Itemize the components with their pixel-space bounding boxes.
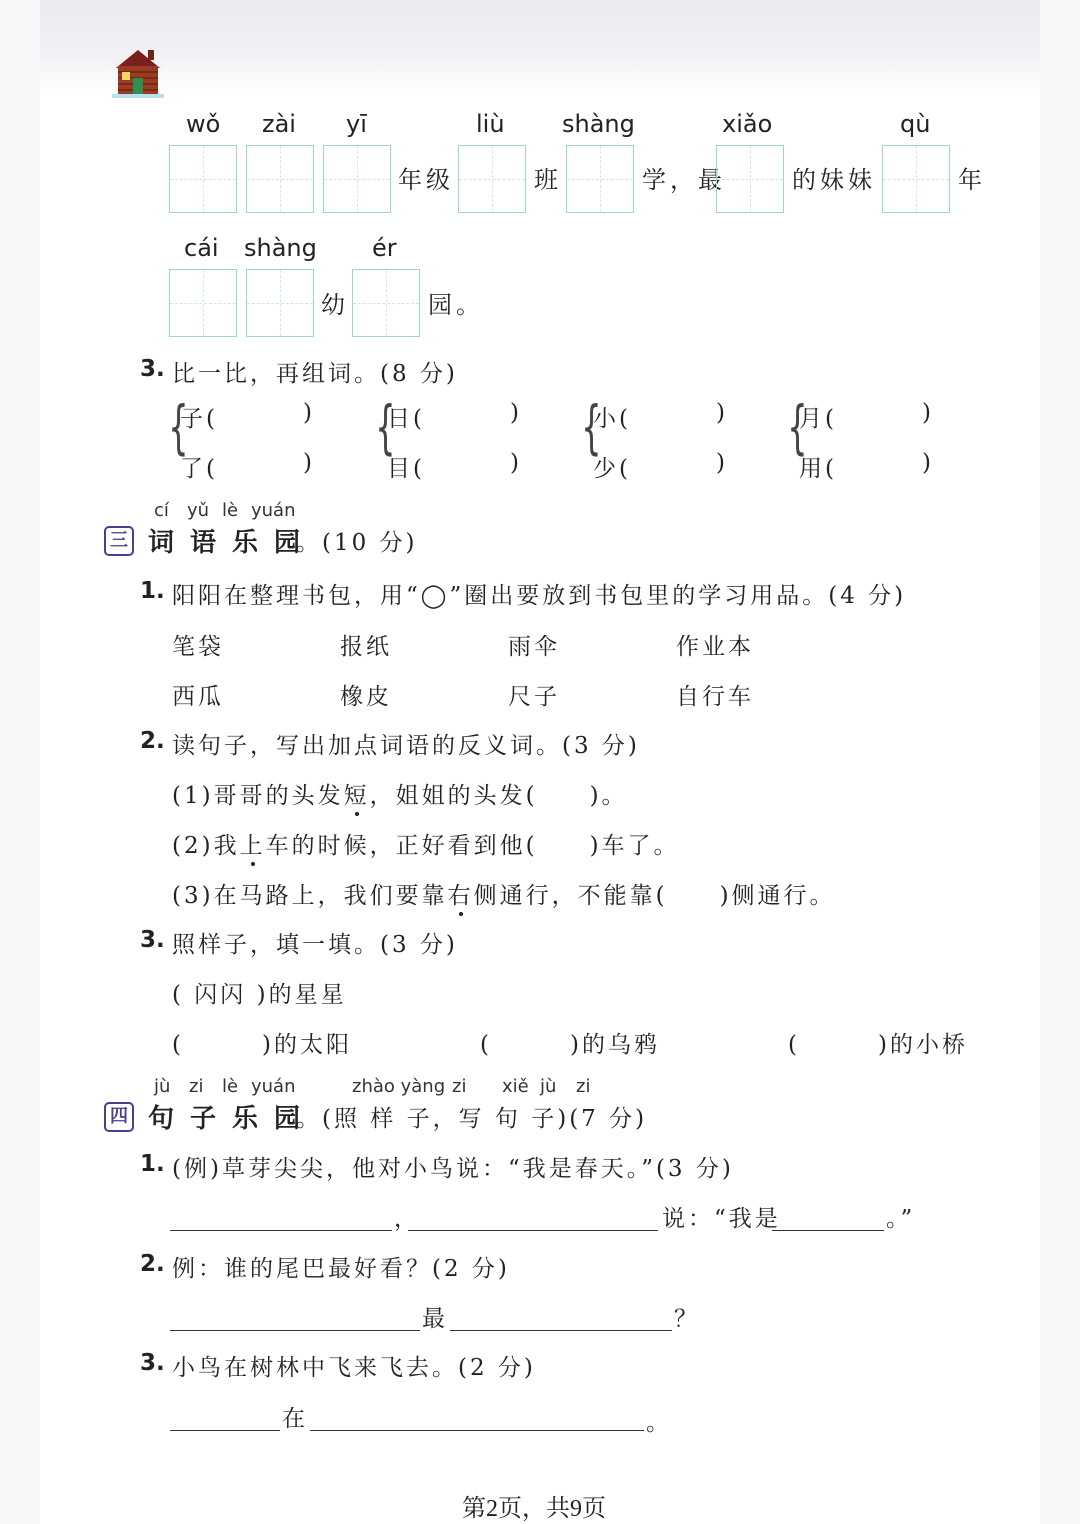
sec4-pinyin-zi2: zi [452, 1076, 467, 1097]
char-box[interactable] [246, 145, 314, 213]
sec3-pinyin-yu: yǔ [187, 500, 210, 521]
sec3-pinyin-ci: cí [154, 500, 169, 521]
paren-close: ) [303, 450, 315, 476]
brace: { [787, 393, 808, 461]
paren-close: ) [510, 400, 522, 426]
item-umbrella[interactable]: 雨伞 [508, 634, 560, 660]
char-box[interactable] [246, 269, 314, 337]
pair4-top: 月( [799, 406, 837, 432]
char-box[interactable] [169, 145, 237, 213]
paren-close: ) [716, 450, 728, 476]
section4-score: 。(照 样 子，写 句 子)(7 分) [296, 1106, 648, 1132]
s3q2-sentence2: (2)我上车的时候，正好看到他( )车了。 [172, 827, 680, 860]
blank-crow[interactable]: ( )的乌鸦 [480, 1032, 660, 1058]
item-bicycle[interactable]: 自行车 [676, 684, 754, 710]
s3q1-number: 1. [140, 578, 165, 604]
q3-number: 3. [140, 356, 165, 382]
s4q2-number: 2. [140, 1251, 165, 1277]
pinyin-shang: shàng [562, 110, 635, 138]
s4q3-text: 小鸟在树林中飞来飞去。(2 分) [172, 1355, 536, 1381]
s4q3-mid: 在 [282, 1406, 308, 1432]
pair1-bottom: 了( [180, 456, 218, 482]
text-yuan: 园。 [428, 291, 484, 319]
pinyin-xiao: xiǎo [722, 110, 773, 138]
brace: { [581, 393, 602, 461]
pinyin-er: ér [372, 234, 397, 262]
section4-title: 句子乐园 [148, 1104, 317, 1134]
sec4-pinyin-ju: jù [154, 1076, 171, 1097]
blank-sun[interactable]: ( )的太阳 [172, 1032, 352, 1058]
s4q1-say: 说：“我是 [662, 1206, 781, 1232]
pinyin-yi: yī [346, 110, 367, 138]
s4q1-end: 。” [886, 1206, 916, 1232]
pair1-top: 子( [180, 406, 218, 432]
sec4-pinyin-zi3: zi [576, 1076, 591, 1097]
s3q2-text: 读句子，写出加点词语的反义词。(3 分) [172, 733, 640, 759]
char-box[interactable] [716, 145, 784, 213]
sec4-pinyin-ju2: jù [540, 1076, 557, 1097]
answer-line[interactable] [170, 1330, 420, 1331]
text-you: 幼 [321, 291, 349, 319]
answer-line[interactable] [170, 1230, 392, 1231]
item-homework-book[interactable]: 作业本 [676, 634, 754, 660]
dotted-word: 右 [448, 877, 474, 910]
pinyin-cai: cái [184, 234, 219, 262]
text-grade: 年级 [398, 166, 454, 194]
pair2-top: 日( [387, 406, 425, 432]
text-class: 班 [534, 166, 562, 194]
s4q1-comma: ， [394, 1206, 420, 1232]
char-box[interactable] [169, 269, 237, 337]
s3q2-number: 2. [140, 728, 165, 754]
sec4-pinyin-xie: xiě [502, 1076, 529, 1097]
pinyin-liu: liù [476, 110, 505, 138]
s3q2-sentence3: (3)在马路上，我们要靠右侧通行，不能靠( )侧通行。 [172, 877, 836, 910]
s4q2-text: 例：谁的尾巴最好看？(2 分) [172, 1256, 510, 1282]
dotted-word: 短 [344, 777, 370, 810]
brace: { [375, 393, 396, 461]
item-ruler[interactable]: 尺子 [508, 684, 560, 710]
char-box[interactable] [323, 145, 391, 213]
sec4-pinyin-le: lè [222, 1076, 239, 1097]
answer-line[interactable] [310, 1430, 644, 1431]
answer-line[interactable] [170, 1430, 280, 1431]
pinyin-zai: zài [262, 110, 296, 138]
s3q3-example: ( 闪闪 )的星星 [172, 982, 347, 1008]
s4q1-text: (例)草芽尖尖，他对小鸟说：“我是春天。”(3 分) [172, 1156, 734, 1182]
text-little-sister: 的妹妹 [792, 166, 876, 194]
section-number-icon: 三 [104, 526, 134, 556]
text-year: 年 [958, 166, 986, 194]
item-watermelon[interactable]: 西瓜 [172, 684, 224, 710]
dotted-word: 上 [240, 827, 266, 860]
pair2-bottom: 目( [387, 456, 425, 482]
s3q3-text: 照样子，填一填。(3 分) [172, 932, 458, 958]
sec3-pinyin-le: lè [222, 500, 239, 521]
s4q3-end: 。 [646, 1410, 672, 1436]
text-study-most: 学，最 [642, 166, 726, 194]
char-box[interactable] [882, 145, 950, 213]
blank-bridge[interactable]: ( )的小桥 [788, 1032, 968, 1058]
item-newspaper[interactable]: 报纸 [340, 634, 392, 660]
answer-line[interactable] [408, 1230, 658, 1231]
char-box[interactable] [352, 269, 420, 337]
pair3-top: 小( [593, 406, 631, 432]
answer-line[interactable] [772, 1230, 884, 1231]
s4q2-end: ？ [674, 1306, 700, 1332]
q3-title: 比一比，再组词。(8 分) [172, 361, 458, 387]
sec4-pinyin-zi: zi [189, 1076, 204, 1097]
paren-close: ) [510, 450, 522, 476]
section3-title: 词语乐园 [148, 528, 317, 558]
section3-score: 。(10 分) [296, 530, 418, 556]
pinyin-shang2: shàng [244, 234, 317, 262]
s4q2-mid: 最 [422, 1306, 448, 1332]
item-eraser[interactable]: 橡皮 [340, 684, 392, 710]
char-box[interactable] [458, 145, 526, 213]
section-number-icon: 四 [104, 1102, 134, 1132]
sec3-pinyin-yuan: yuán [251, 500, 296, 521]
brace: { [168, 393, 189, 461]
pinyin-qu: qù [900, 110, 931, 138]
sec4-pinyin-zhaoyang: zhào yàng [352, 1076, 446, 1097]
s3q2-sentence1: (1)哥哥的头发短，姐姐的头发( )。 [172, 777, 628, 810]
s3q3-number: 3. [140, 927, 165, 953]
paren-close: ) [922, 400, 934, 426]
pinyin-wo: wǒ [186, 110, 221, 138]
pair4-bottom: 用( [799, 456, 837, 482]
paren-close: ) [303, 400, 315, 426]
s3q1-text: 阳阳在整理书包，用“◯”圈出要放到书包里的学习用品。(4 分) [172, 583, 907, 609]
paren-close: ) [922, 450, 934, 476]
page-footer: 第2页，共9页 [462, 1496, 606, 1522]
paren-close: ) [716, 400, 728, 426]
s4q1-number: 1. [140, 1151, 165, 1177]
sec4-pinyin-yuan: yuán [251, 1076, 296, 1097]
char-box[interactable] [566, 145, 634, 213]
answer-line[interactable] [450, 1330, 672, 1331]
pair3-bottom: 少( [593, 456, 631, 482]
item-pencil-case[interactable]: 笔袋 [172, 634, 224, 660]
worksheet-page [40, 0, 1040, 1524]
s4q3-number: 3. [140, 1350, 165, 1376]
top-band [40, 0, 1040, 95]
house-icon [108, 42, 168, 100]
